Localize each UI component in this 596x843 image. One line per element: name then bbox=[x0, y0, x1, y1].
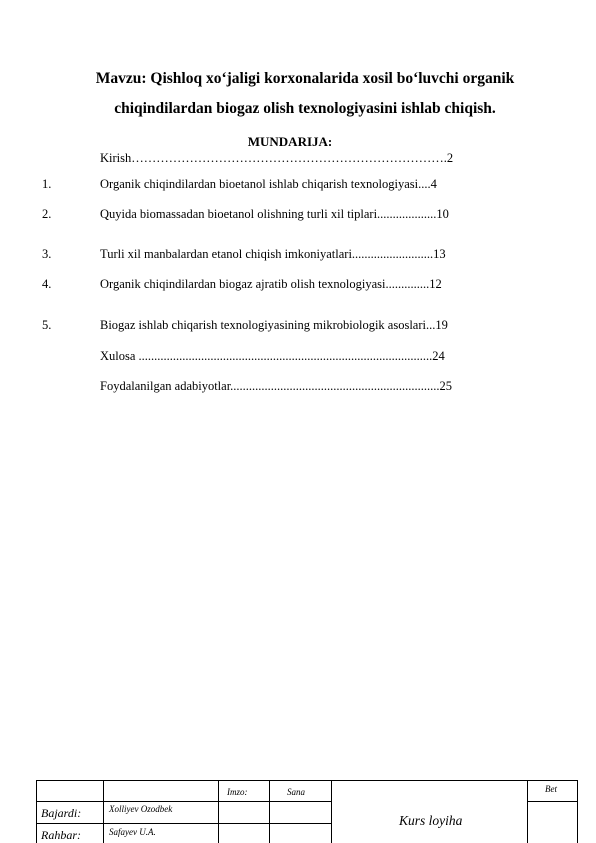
toc-conclusion: Xulosa ..............................................................................................24 bbox=[100, 349, 445, 363]
toc-item: Biogaz ishlab chiqarish texnologiyasining mikrobiologik asoslari...19 bbox=[100, 318, 448, 332]
toc-item-number: 5. bbox=[42, 318, 52, 332]
imzo-label: Imzo: bbox=[227, 787, 248, 797]
toc-references: Foydalanilgan adabiyotlar...................................................................25 bbox=[100, 379, 453, 393]
rahbar-label: Rahbar: bbox=[41, 828, 81, 842]
toc-intro: Kirish………………………………………………………………….2 bbox=[100, 151, 454, 165]
document-type: Kurs loyiha bbox=[399, 813, 463, 828]
toc-item: Organik chiqindilardan biogaz ajratib olish texnologiyasi..............12 bbox=[100, 277, 442, 291]
toc-item: Turli xil manbalardan etanol chiqish imkoniyatlari..........................13 bbox=[100, 247, 446, 261]
bajardi-label: Bajardi: bbox=[41, 806, 82, 820]
toc-item-number: 3. bbox=[42, 247, 52, 261]
toc-item-number: 1. bbox=[42, 177, 52, 191]
toc-item-number: 4. bbox=[42, 277, 52, 291]
rahbar-name: Safayev U.A. bbox=[109, 827, 156, 837]
toc-item: Quyida biomassadan bioetanol olishning turli xil tiplari...................10 bbox=[100, 207, 449, 221]
bet-label: Bet bbox=[545, 784, 557, 794]
toc-item: Organik chiqindilardan bioetanol ishlab chiqarish texnologiyasi....4 bbox=[100, 177, 437, 191]
sana-label: Sana bbox=[287, 787, 305, 797]
title-block-stamp bbox=[36, 780, 578, 843]
bajardi-name: Xolliyev Ozodbek bbox=[109, 804, 173, 814]
document-title bbox=[60, 64, 550, 124]
title-line-2: chiqindilardan biogaz olish texnologiyasini ishlab chiqish. bbox=[114, 100, 496, 117]
title-line-1: Mavzu: Qishloq xo‘jaligi korxonalarida xosil bo‘luvchi organik bbox=[95, 70, 515, 87]
toc-item-number: 2. bbox=[42, 207, 52, 221]
toc-heading: MUNDARIJA: bbox=[247, 134, 333, 149]
